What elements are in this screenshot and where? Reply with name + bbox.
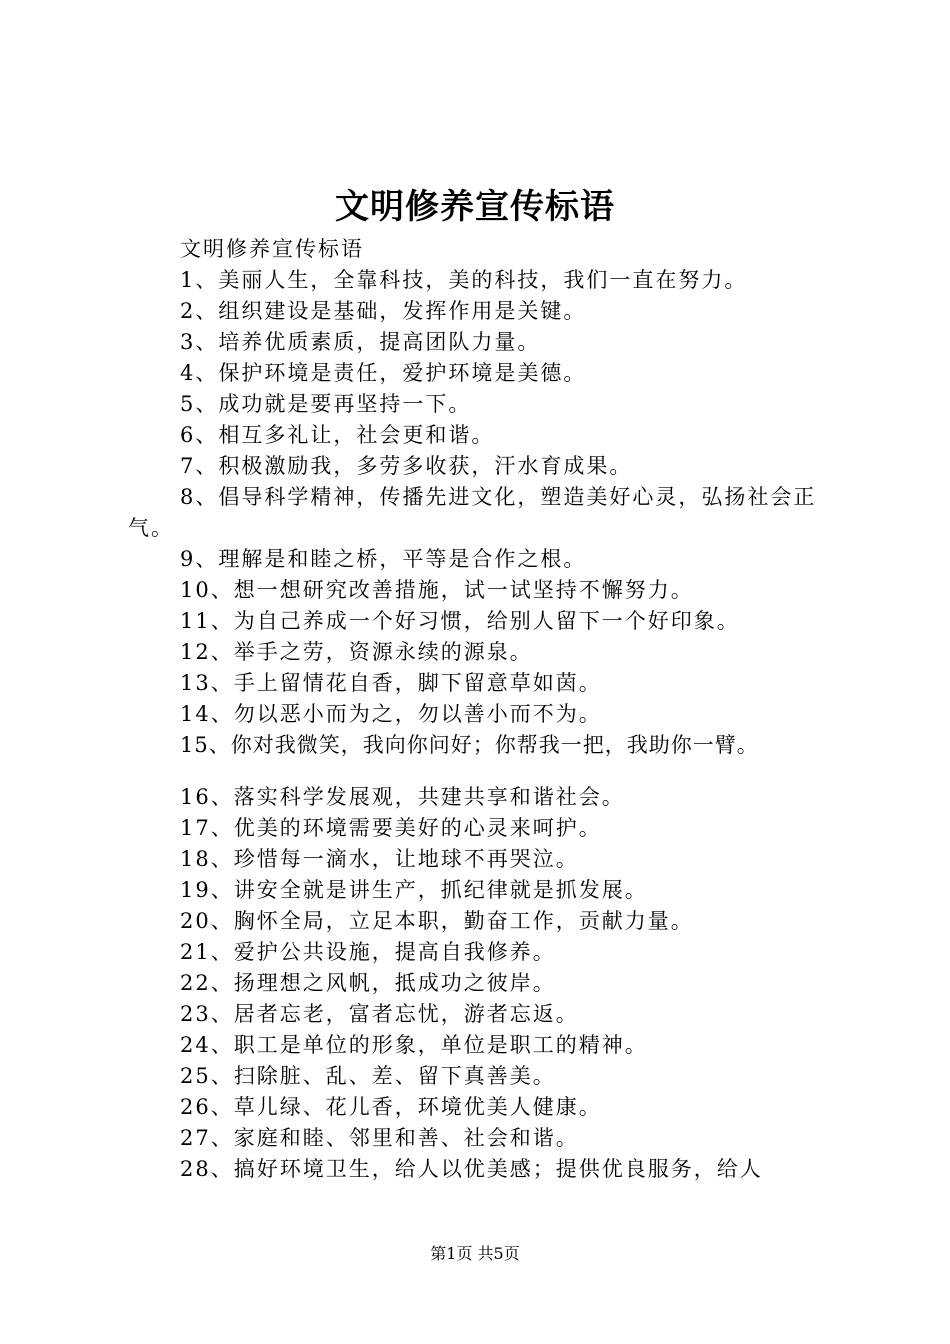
slogan-item: 17、优美的环境需要美好的心灵来呵护。 xyxy=(180,816,602,840)
document-title: 文明修养宣传标语 xyxy=(335,187,615,227)
slogan-item: 24、职工是单位的形象，单位是职工的精神。 xyxy=(180,1033,648,1057)
slogan-item: 28、搞好环境卫生，给人以优美感；提供优良服务，给人 xyxy=(180,1157,763,1181)
slogan-item: 12、举手之劳，资源永续的源泉。 xyxy=(180,640,533,664)
slogan-item: 23、居者忘老，富者忘忧，游者忘返。 xyxy=(180,1002,579,1026)
slogan-item: 20、胸怀全局，立足本职，勤奋工作，贡献力量。 xyxy=(180,909,694,933)
slogan-item: 15、你对我微笑，我向你问好；你帮我一把，我助你一臂。 xyxy=(180,733,759,757)
slogan-item: 9、理解是和睦之桥，平等是合作之根。 xyxy=(180,547,587,571)
slogan-item: 19、讲安全就是讲生产，抓纪律就是抓发展。 xyxy=(180,878,648,902)
slogan-item: 8、倡导科学精神，传播先进文化，塑造美好心灵，弘扬社会正气。 xyxy=(128,485,817,540)
slogan-item: 5、成功就是要再坚持一下。 xyxy=(180,392,472,416)
slogan-item: 26、草儿绿、花儿香，环境优美人健康。 xyxy=(180,1095,602,1119)
slogan-item: 10、想一想研究改善措施，试一试坚持不懈努力。 xyxy=(180,578,694,602)
slogan-item: 2、组织建设是基础，发挥作用是关键。 xyxy=(180,299,587,323)
slogan-item: 16、落实科学发展观，共建共享和谐社会。 xyxy=(180,785,625,809)
slogan-item: 27、家庭和睦、邻里和善、社会和谐。 xyxy=(180,1126,579,1150)
slogan-item: 22、扬理想之风帆，抵成功之彼岸。 xyxy=(180,971,556,995)
slogan-item: 18、珍惜每一滴水，让地球不再哭泣。 xyxy=(180,847,579,871)
slogan-item: 21、爱护公共设施，提高自我修养。 xyxy=(180,940,556,964)
slogan-item: 1、美丽人生，全靠科技，美的科技，我们一直在努力。 xyxy=(180,268,748,292)
slogan-item: 3、培养优质素质，提高团队力量。 xyxy=(180,330,541,354)
slogan-item: 7、积极激励我，多劳多收获，汗水育成果。 xyxy=(180,454,633,478)
slogan-item: 13、手上留情花自香，脚下留意草如茵。 xyxy=(180,671,602,695)
document-body xyxy=(128,234,838,1185)
slogan-item: 25、扫除脏、乱、差、留下真善美。 xyxy=(180,1064,556,1088)
document-subtitle: 文明修养宣传标语 xyxy=(180,237,364,261)
page-footer: 第1页 共5页 xyxy=(430,1244,520,1263)
slogan-item: 6、相互多礼让，社会更和谐。 xyxy=(180,423,495,447)
slogan-item: 11、为自己养成一个好习惯，给别人留下一个好印象。 xyxy=(180,609,740,633)
slogan-item: 14、勿以恶小而为之，勿以善小而不为。 xyxy=(180,702,602,726)
slogan-item: 4、保护环境是责任，爱护环境是美德。 xyxy=(180,361,587,385)
paragraph-gap xyxy=(128,761,838,782)
